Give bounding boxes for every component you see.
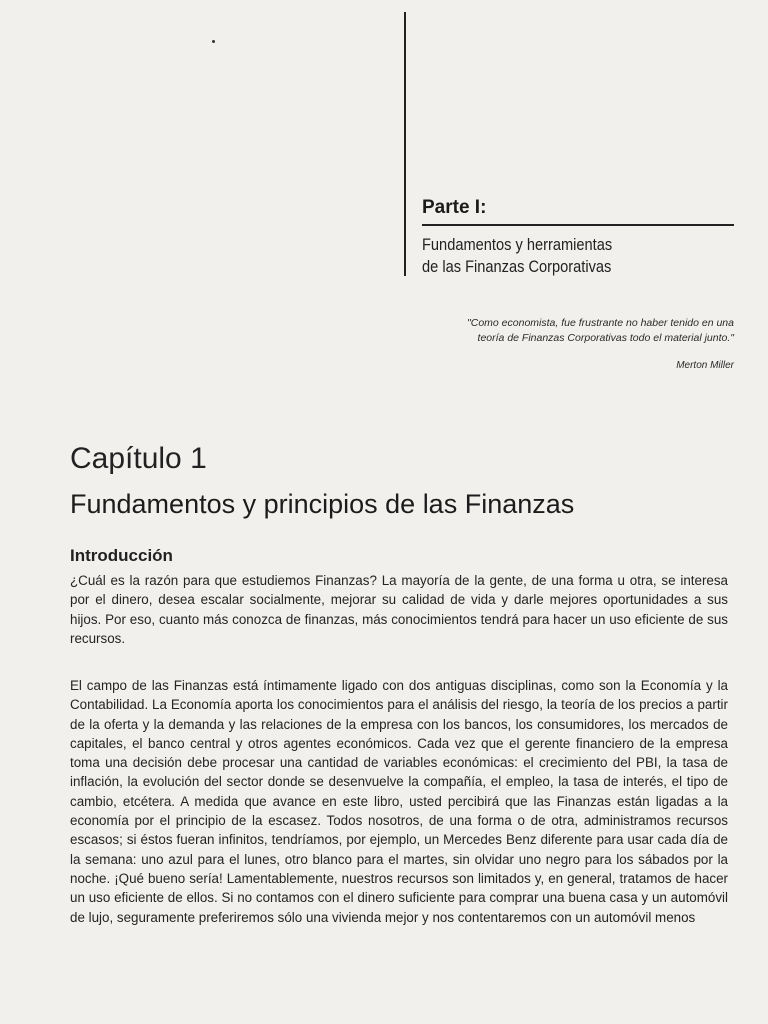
- epigraph-quote: [380, 316, 734, 346]
- chapter-number: Capítulo 1: [70, 442, 207, 475]
- part-title-line-1: Fundamentos y herramientas: [422, 234, 613, 254]
- epigraph-line-1: "Como economista, fue frustrante no haber tenido en una: [467, 317, 734, 329]
- print-speck: [212, 40, 215, 43]
- part-rule: [422, 224, 734, 226]
- part-title-line-2: de las Finanzas Corporativas: [422, 256, 612, 276]
- part-title: [422, 234, 732, 278]
- vertical-rule: [404, 12, 406, 276]
- part-header: [422, 196, 734, 278]
- epigraph-line-2: teoría de Finanzas Corporativas todo el material junto.": [477, 332, 734, 344]
- part-label: Parte I:: [422, 197, 487, 218]
- paragraph-1: ¿Cuál es la razón para que estudiemos Finanzas? La mayoría de la gente, de una forma u otra, se interesa por el dinero, desea escalar socialmente, mejorar su calidad de vida y darle mejores oportunidades a sus hijos. Por eso, cuanto más conozca de finanzas, más conocimientos tendrá para hacer un uso eficiente de sus recursos.: [70, 573, 728, 646]
- chapter-title: Fundamentos y principios de las Finanzas: [70, 489, 575, 519]
- paragraph-2: El campo de las Finanzas está íntimamente ligado con dos antiguas disciplinas, como son la Economía y la Contabilidad. La Economía aporta los conocimientos para el análisis del riesgo, la teoría de los precios a partir de la oferta y la demanda y las relaciones de la empresa con los bancos, los consumidores, los mercados de capitales, el banco central y otros agentes económicos. Cada vez que el gerente financiero de la empresa toma una decisión debe procesar una cantidad de variables económicas: el crecimiento del PBI, la tasa de inflación, la evolución del sector donde se desenvuelve la compañía, el empleo, la tasa de interés, el tipo de cambio, etcétera. A medida que avance en este libro, usted percibirá que las Finanzas están ligadas a la economía por el principio de la escasez. Todos nosotros, de una forma o de otra, administramos recursos escasos; si éstos fueran infinitos, tendríamos, por ejemplo, un Mercedes Benz diferente para usar cada día de la semana: uno azul para el lunes, otro blanco para el martes, sin olvidar uno negro para los sábados por la noche. ¡Qué bueno sería! Lamentablemente, nuestros recursos son limitados y, en general, tratamos de hacer un uso eficiente de ellos. Si no contamos con el dinero suficiente para comprar una buena casa y un automóvil de lujo, seguramente preferiremos sólo una vivienda mejor y nos contentaremos con un automóvil menos: [70, 678, 728, 925]
- epigraph-author: Merton Miller: [676, 360, 734, 371]
- section-heading: Introducción: [70, 546, 173, 565]
